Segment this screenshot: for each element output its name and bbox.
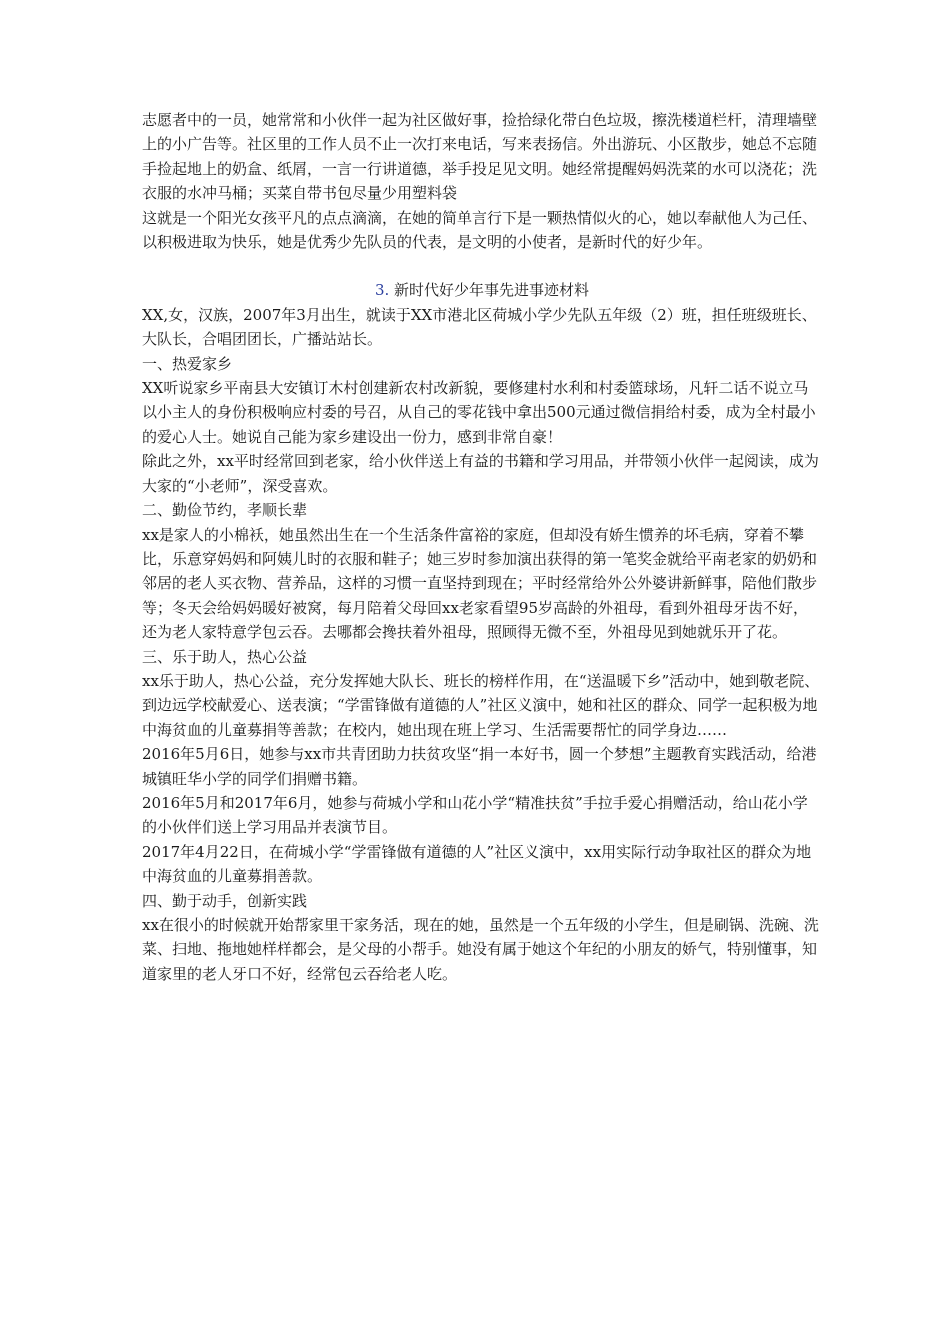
heading-hands-on-practice: 四、勤于动手，创新实践 — [142, 891, 308, 910]
profile-paragraph: XX,女，汉族，2007年3月出生，就读于XX市港北区荷城小学少先队五年级（2）班，担任班级班长、大队长，合唱团团长，广播站站长。 — [142, 305, 817, 349]
paragraph-thrift-filial: xx是家人的小棉袄，她虽然出生在一个生活条件富裕的家庭，但却没有娇生惯养的坏毛病，穿着不攀比，乐意穿妈妈和阿姨儿时的衣服和鞋子；她三岁时参加演出获得的第一笔奖金就给平南老家的奶奶和邻居的老人买衣物、营养品，这样的习惯一直坚持到现在；平时经常给外公外婆讲新鲜事，陪他们散步等；冬天会给妈妈暖好被窝，每月陪着父母回xx老家看望95岁高龄的外祖母，看到外祖母牙齿不好，还为老人家特意学包云吞。去哪都会搀扶着外祖母，照顾得无微不至，外祖母见到她就乐开了花。 — [142, 525, 818, 642]
section-number: 3. — [374, 281, 390, 300]
section-spacer — [142, 254, 822, 278]
section-title-text: 新时代好少年事先进事迹材料 — [394, 281, 590, 300]
intro-paragraph-1: 志愿者中的一员，她常常和小伙伴一起为社区做好事，捡拾绿化带白色垃圾，擦洗楼道栏杆，清理墙壁上的小广告等。社区里的工作人员不止一次打来电话，写来表扬信。外出游玩、小区散步，她总不忘随手捡起地上的奶盒、纸屑，一言一行讲道德，举手投足见文明。她经常提醒妈妈洗菜的水可以浇花；洗衣服的水冲马桶；买菜自带书包尽量少用塑料袋 — [142, 111, 818, 203]
paragraph-event-2017-04-22: 2017年4月22日，在荷城小学“学雷锋做有道德的人”社区义演中，xx用实际行动争取社区的群众为地中海贫血的儿童募捐善款。 — [142, 842, 812, 886]
document-page — [142, 108, 822, 986]
paragraph-hometown-donation: XX听说家乡平南县大安镇订木村创建新农村改新貌，要修建村水利和村委篮球场，凡轩二话不说立马以小主人的身份积极响应村委的号召，从自己的零花钱中拿出500元通过微信捐给村委，成为全村最小的爱心人士。她说自己能为家乡建设出一份力，感到非常自豪！ — [142, 379, 816, 446]
heading-love-hometown: 一、热爱家乡 — [142, 354, 233, 373]
paragraph-little-teacher: 除此之外，xx平时经常回到老家，给小伙伴送上有益的书籍和学习用品，并带领小伙伴一起阅读，成为大家的“小老师”，深受喜欢。 — [142, 452, 819, 495]
paragraph-event-2016-2017: 2016年5月和2017年6月，她参与荷城小学和山花小学“精准扶贫”手拉手爱心捐赠活动，给山花小学的小伙伴们送上学习用品并表演节目。 — [142, 793, 808, 837]
heading-helping-others: 三、乐于助人，热心公益 — [142, 647, 308, 666]
intro-paragraph-2: 这就是一个阳光女孩平凡的点点滴滴，在她的简单言行下是一颗热情似火的心，她以奉献他人为己任、以积极进取为快乐，她是优秀少先队员的代表，是文明的小使者，是新时代的好少年。 — [142, 208, 818, 252]
section-title — [142, 278, 822, 302]
paragraph-helping-others: xx乐于助人，热心公益，充分发挥她大队长、班长的榜样作用，在“送温暖下乡”活动中，她到敬老院、到边远学校献爱心、送表演；“学雷锋做有道德的人”社区义演中，她和社区的群众、同学一起积极为地中海贫血的儿童募捐等善款；在校内，她出现在班上学习、生活需要帮忙的同学身边…… — [142, 671, 820, 739]
heading-thrift-filial: 二、勤俭节约，孝顺长辈 — [142, 501, 308, 520]
paragraph-event-2016-05-06: 2016年5月6日，她参与xx市共青团助力扶贫攻坚“捐一本好书，圆一个梦想”主题教育实践活动，给港城镇旺华小学的同学们捐赠书籍。 — [142, 745, 817, 788]
paragraph-hands-on-practice: xx在很小的时候就开始帮家里干家务活，现在的她，虽然是一个五年级的小学生，但是刷锅、洗碗、洗菜、扫地、拖地她样样都会，是父母的小帮手。她没有属于她这个年纪的小朋友的娇气，特别懂事，知道家里的老人牙口不好，经常包云吞给老人吃。 — [142, 916, 819, 983]
